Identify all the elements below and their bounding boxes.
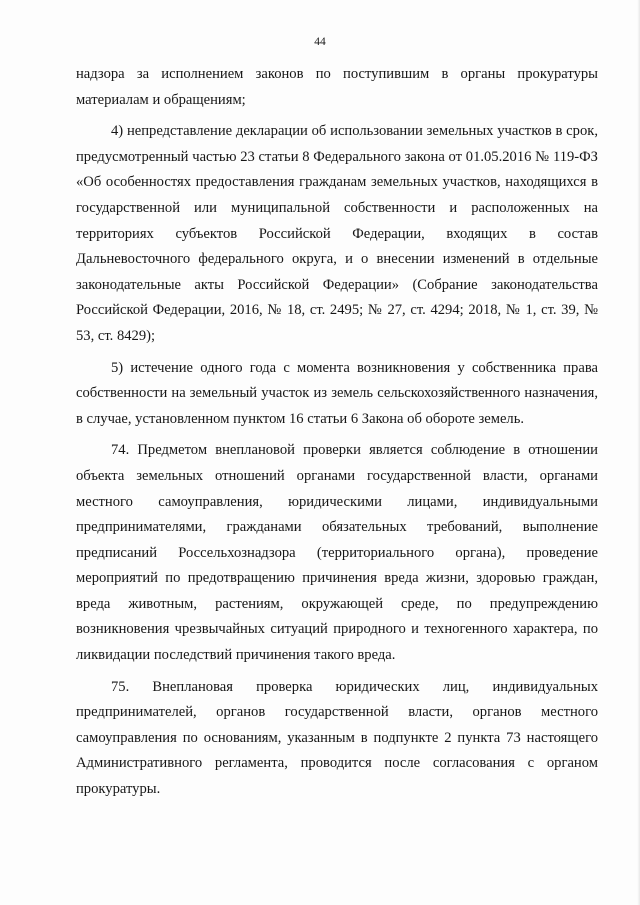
paragraph-item-5: 5) истечение одного года с момента возникновения у собственника права собственности на земельный участок из земель сельскохозяйственного назначения, в случае, установленном пунктом 16 статьи 6 Закона об обороте земель.: [76, 359, 598, 427]
paragraph-continuation: надзора за исполнением законов по поступившим в органы прокуратуры материалам и обращениям;: [76, 66, 598, 108]
document-body: [76, 62, 598, 809]
paragraph-74: 74. Предметом внеплановой проверки является соблюдение в отношении объекта земельных отношений органами государственной власти, органами местного самоуправления, юридическими лицами, индивидуальными предпринимателями, гражданами обязательных требований, выполнение предписаний Россельхознадзора (территориального органа), проведение мероприятий по предотвращению причинения вреда жизни, здоровью граждан, вреда животным, растениям, окружающей среде, по предупреждению возникновения чрезвычайных ситуаций природного и техногенного характера, по ликвидации последствий причинения такого вреда.: [76, 442, 598, 664]
paragraph-75: 75. Внеплановая проверка юридических лиц, индивидуальных предпринимателей, органов государственной власти, органов местного самоуправления по основаниям, указанным в подпункте 2 пункта 73 настоящего Административного регламента, проводится после согласования с органом прокуратуры.: [76, 678, 598, 798]
page-number: 44: [314, 36, 326, 48]
paragraph-item-4: 4) непредставление декларации об использовании земельных участков в срок, предусмотренный частью 23 статьи 8 Федерального закона от 01.05.2016 № 119-ФЗ «Об особенностях предоставления гражданам земельных участков, находящихся в государственной или муниципальной собственности и расположенных на территориях субъектов Российской Федерации, входящих в состав Дальневосточного федерального округа, и о внесении изменений в отдельные законодательные акты Российской Федерации» (Собрание законодательства Российской Федерации, 2016, № 18, ст. 2495; № 27, ст. 4294; 2018, № 1, ст. 39, № 53, ст. 8429);: [76, 123, 598, 344]
